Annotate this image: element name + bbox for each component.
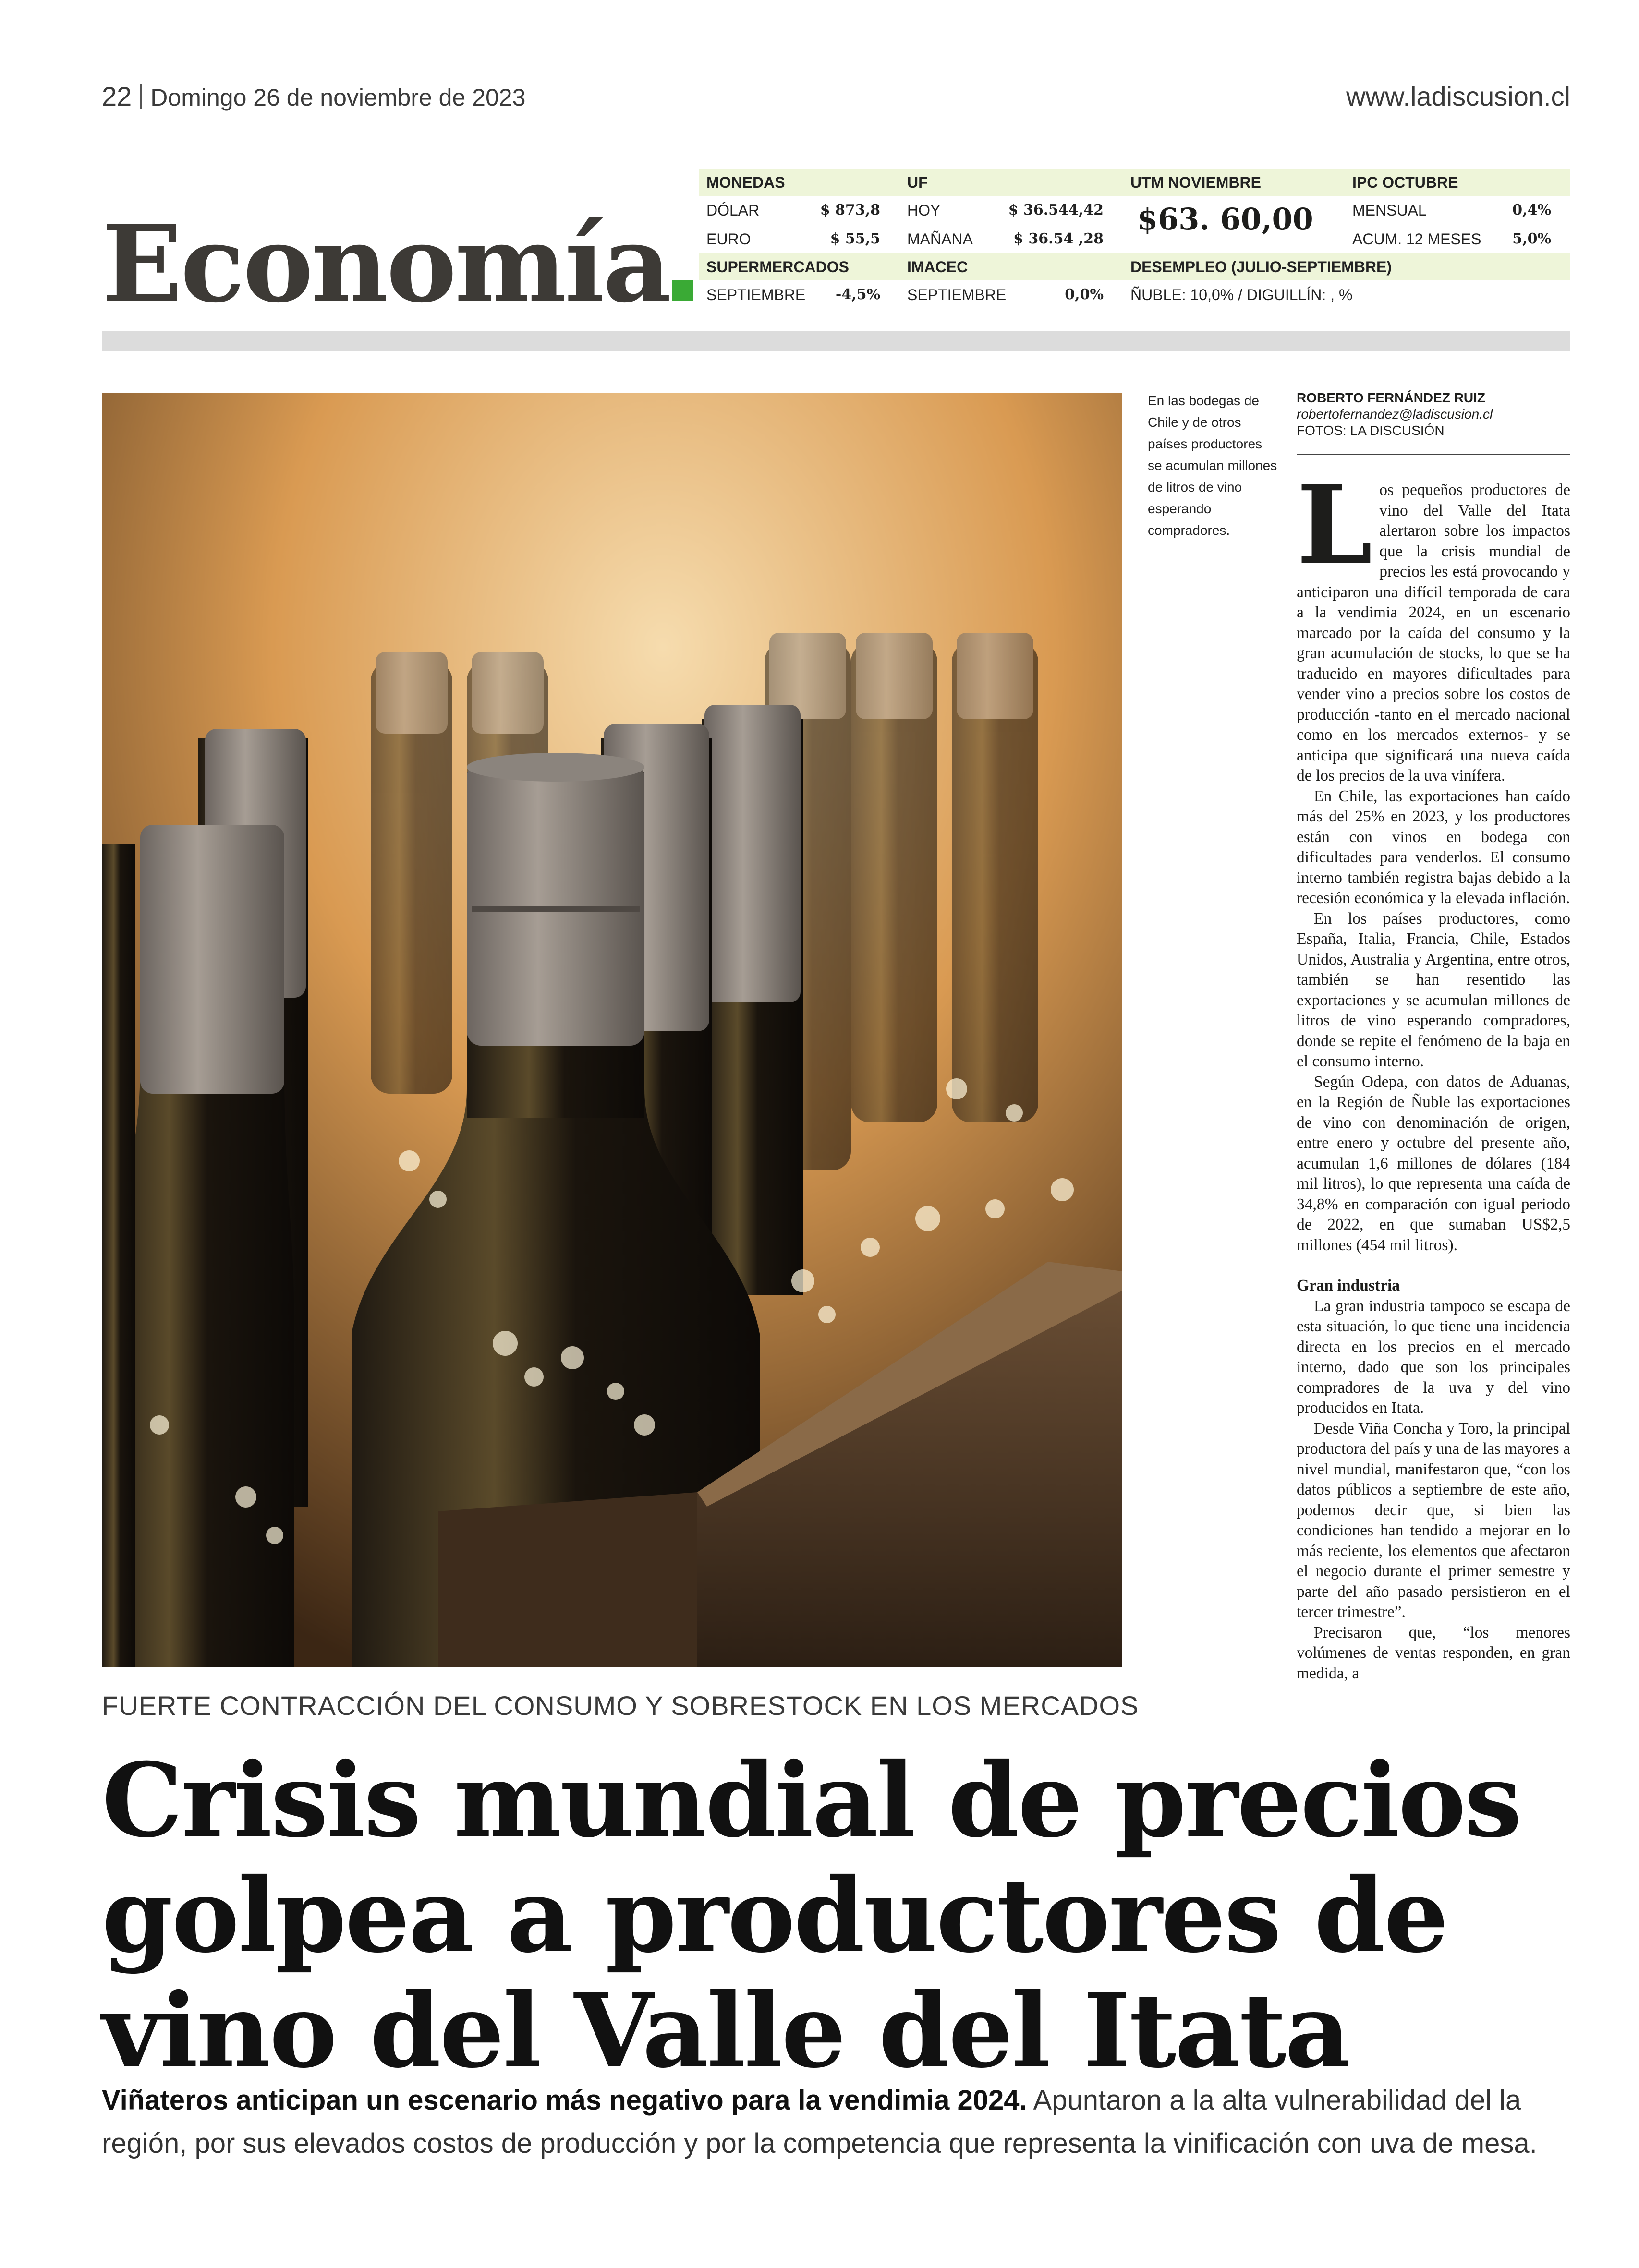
utm-value: $63. 60,00	[1137, 202, 1313, 237]
dolar-cell	[699, 202, 899, 219]
section-accent-dot	[672, 280, 693, 301]
photo-credit: FOTOS: LA DISCUSIÓN	[1297, 423, 1445, 438]
mensual-label: MENSUAL	[1352, 201, 1427, 219]
imacec-value: 0,0%	[1065, 286, 1104, 303]
article-deck	[102, 2079, 1576, 2165]
indicators-row	[699, 225, 1570, 253]
mensual-cell	[1345, 202, 1570, 219]
article-paragraph: Desde Viña Concha y Toro, la principal productora del país y una de las mayores a nivel mundial, manifestaron que, “con los datos públicos a septiembre de este año, podemos decir que, si bien las condiciones han tendido a mejorar en lo más reciente, los elementos que afectaron el negocio durante el primer semestre y parte del año pasado persistieron en el tercer trimestre”.	[1297, 1419, 1570, 1621]
acum-cell	[1345, 230, 1570, 248]
uf-label: UF	[907, 173, 928, 191]
monedas-label: MONEDAS	[706, 173, 785, 191]
left-bottles	[102, 825, 294, 1667]
section-divider-band	[102, 331, 1570, 351]
dolar-label: DÓLAR	[706, 201, 760, 219]
article-paragraph	[1297, 462, 1570, 786]
hoy-cell	[899, 202, 1123, 219]
manana-label: MAÑANA	[907, 230, 973, 248]
author-email[interactable]: robertofernandez@ladiscusion.cl	[1297, 407, 1493, 422]
indicators-row	[699, 280, 1570, 309]
indicators-header-band	[699, 169, 1570, 196]
author-name: ROBERTO FERNÁNDEZ RUIZ	[1297, 390, 1486, 405]
indicators-row	[699, 196, 1570, 225]
hoy-label: HOY	[907, 201, 941, 219]
article-paragraph: Según Odepa, con datos de Aduanas, en la Región de Ñuble las exportaciones de vino con denominación de origen, entre enero y octubre del presente año, acumulan 1,6 millones de dólares (184 mil litros), lo que representa una caída de 34,8% en comparación con igual periodo de 2022, en que sumaban US$2,5 millones (454 mil litros).	[1297, 1073, 1570, 1254]
website-link[interactable]: www.ladiscusion.cl	[1346, 81, 1570, 111]
indicators-second-band	[699, 253, 1570, 280]
photo-caption: En las bodegas de Chile y de otros países productores se acumulan millones de litros de vino esperando compradores.	[1148, 393, 1277, 538]
manana-cell	[899, 230, 1123, 248]
paragraph-text: os pequeños productores de vino del Valle del Itata alertaron sobre los impactos que la crisis mundial de precios les está provocando y anticiparon una difícil temporada de cara a la vendimia 2024, en un escenario marcado por la caída del consumo y la gran acumulación de stocks, lo que se ha traducido en mayores dificultades para vender vino a precios sobre los costos de producción -tanto en el mercado nacional como en los mercados externos- y se anticipa que significará una nueva caída de los precios de la uva vinífera.	[1297, 481, 1570, 784]
article-body	[1297, 462, 1570, 1684]
page-header	[102, 81, 525, 112]
article-paragraph: En Chile, las exportaciones han caído más del 25% en 2023, y los productores están con vinos en bodega con dificultades para venderlos. El consumo interno también registra bajas debido a la recesión económica y la elevada inflación.	[1297, 787, 1570, 907]
wine-bottles-illustration	[102, 393, 1122, 1667]
euro-cell	[699, 230, 899, 248]
ipc-label: IPC OCTUBRE	[1352, 173, 1458, 191]
economic-indicators-table	[699, 169, 1570, 309]
header-divider	[140, 84, 142, 109]
article-paragraph: Precisaron que, “los menores volúmenes de ventas responden, en gran medida, a	[1297, 1623, 1570, 1682]
dolar-value: $ 873,8	[820, 201, 880, 218]
hoy-value: $ 36.544,42	[1008, 201, 1104, 218]
euro-value: $ 55,5	[830, 230, 880, 247]
mensual-value: 0,4%	[1512, 201, 1551, 218]
desempleo-label: DESEMPLEO (JULIO-SEPTIEMBRE)	[1130, 258, 1392, 276]
acum-value: 5,0%	[1512, 230, 1551, 247]
drop-cap: L	[1297, 462, 1373, 589]
section-title	[102, 202, 693, 326]
deck-lead: Viñateros anticipan un escenario más negativo para la vendimia 2024.	[102, 2085, 1027, 2116]
article-paragraph: La gran industria tampoco se escapa de esta situación, lo que tiene una incidencia directa en los precios en el mercado interno, dado que son los principales compradores de la uva y del vino producidos en Itata.	[1297, 1297, 1570, 1417]
wine-bottles-photo	[102, 393, 1122, 1667]
article-kicker: FUERTE CONTRACCIÓN DEL CONSUMO Y SOBRESTOCK EN LOS MERCADOS	[102, 1690, 1139, 1721]
issue-date: Domingo 26 de noviembre de 2023	[150, 84, 526, 111]
supermercados-cell	[699, 286, 899, 304]
imacec-cell	[899, 286, 1123, 304]
byline-rule	[1297, 454, 1570, 455]
section-title-text: Economía	[102, 202, 669, 326]
imacec-label: IMACEC	[907, 258, 968, 276]
supermercados-value: -4,5%	[835, 286, 880, 303]
euro-label: EURO	[706, 230, 751, 248]
supermercados-label: SUPERMERCADOS	[706, 258, 849, 276]
desempleo-cell: ÑUBLE: 10,0% / DIGUILLÍN: , %	[1130, 286, 1353, 303]
imacec-sept-label: SEPTIEMBRE	[907, 286, 1007, 303]
utm-label: UTM NOVIEMBRE	[1130, 173, 1261, 191]
page-number: 22	[102, 81, 132, 111]
acum-label: ACUM. 12 MESES	[1352, 230, 1481, 248]
deck-text: Apuntaron a la alta vulnerabilidad del la región, por sus elevados costos de producción y por la competencia que representa la vinificación con uva de mesa.	[102, 2085, 1537, 2159]
supermercados-sept-label: SEPTIEMBRE	[706, 286, 806, 303]
article-paragraph: En los países productores, como España, Italia, Francia, Chile, Estados Unidos, Australia y Argentina, entre otros, también se han resentido las exportaciones y se acumulan millones de litros de vino esperando compradores, donde se repite el fenómeno de la baja en el consumo interno.	[1297, 909, 1570, 1070]
article-headline: Crisis mundial de precios golpea a productores de vino del Valle del Itata	[102, 1740, 1521, 2090]
byline	[1297, 390, 1570, 439]
article-subhead: Gran industria	[1297, 1277, 1400, 1294]
manana-value: $ 36.54 ,28	[1013, 230, 1104, 247]
